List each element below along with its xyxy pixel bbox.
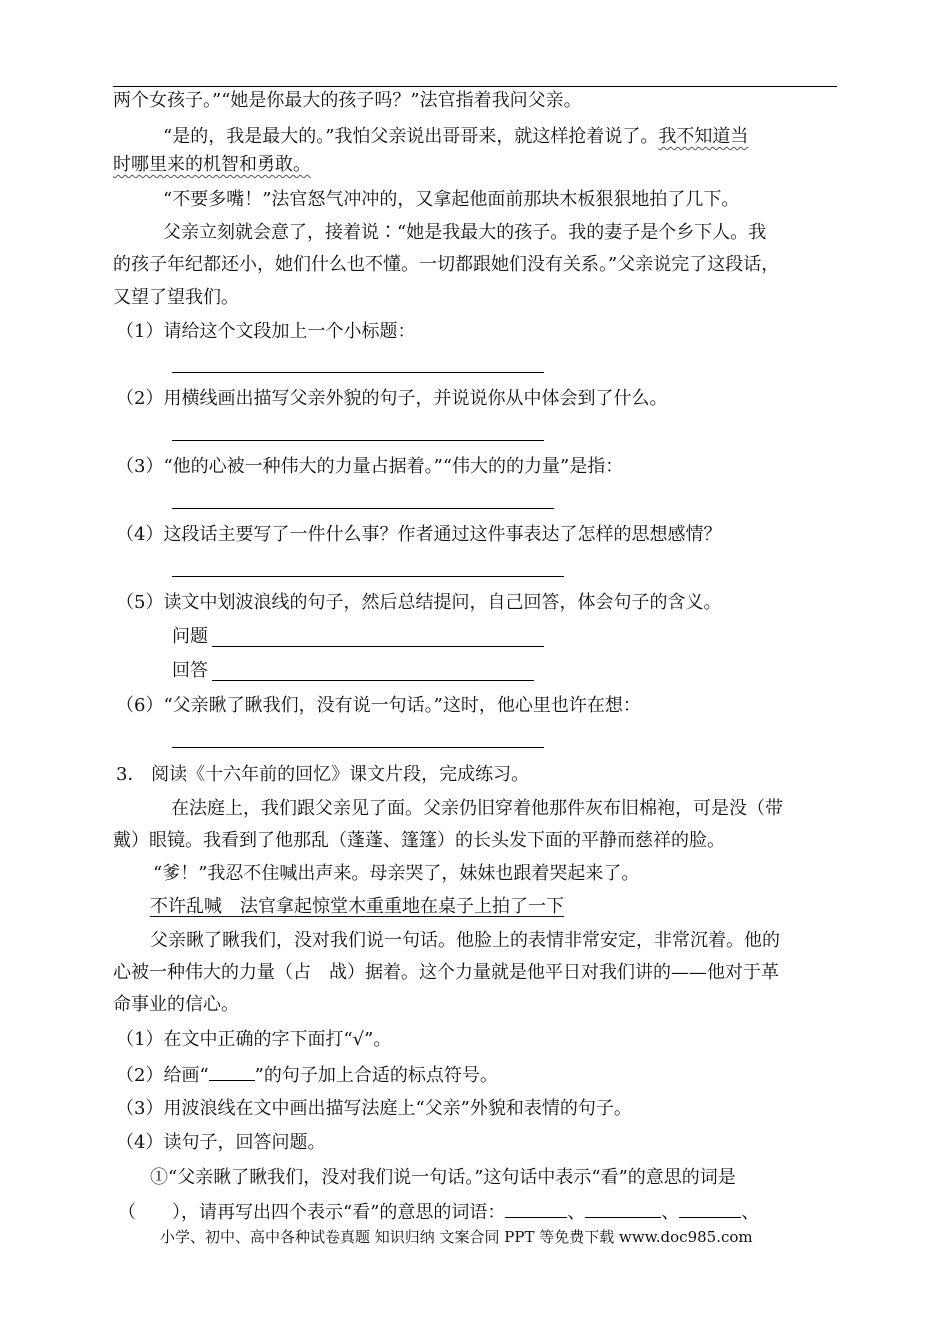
section-3-line-3: “爹！”我忍不住喊出声来。母亲哭了，妹妹也跟着哭起来了。 [153,863,640,884]
question-2: （2）用横线画出描写父亲外貌的句子，并说说你从中体会到了什么。 [116,388,668,409]
question-5-answer: 回答 [172,660,208,681]
section-3-title: 3． 阅读《十六年前的回忆》课文片段，完成练习。 [116,764,530,785]
answer-line-6[interactable] [172,747,544,748]
passage-line-5: 父亲立刻就会意了，接着说∶“她是我最大的孩子。我的妻子是个乡下人。我 [163,222,767,243]
page-footer: 小学、初中、高中各种试卷真题 知识归纳 文案合同 PPT 等免费下载 www.doc985.com [160,1228,753,1246]
section-3-line-5: 父亲瞅了瞅我们，没对我们说一句话。他脸上的表情非常安定，非常沉着。他的 [150,930,780,951]
passage-line-4: “不要多嘴！”法官怒气冲冲的，又拿起他面前那块木板狠狠地拍了几下。 [163,189,740,210]
section-3-line-4 [113,896,837,918]
ask-answer-line[interactable] [212,646,544,647]
section-3-question-2: （2）给画“ ”的句子加上合适的标点符号。 [116,1065,498,1086]
wavy-underlined-sentence: 我不知道当 [658,126,749,147]
answer-line-3[interactable] [172,508,554,509]
section-3-question-4-1: ①“父亲瞅了瞅我们，没对我们说一句话。”这句话中表示“看”的意思的词是 [150,1167,736,1188]
section-3-line-7: 命事业的信心。 [113,994,239,1015]
question-4: （4）这段话主要写了一件什么事？作者通过这件事表达了怎样的思想感情？ [116,524,722,545]
blank-word-2[interactable] [585,1201,661,1218]
passage-line-2: “是的，我是最大的。”我怕父亲说出哥哥来，就这样抢着说了。我不知道当 [163,126,749,147]
section-3-line-2: 戴）眼镜。我看到了他那乱（蓬蓬、篷篷）的长头发下面的平静而慈祥的脸。 [113,830,725,851]
answer-line-2[interactable] [172,440,544,441]
question-1: （1）请给这个文段加上一个小标题： [116,321,416,342]
section-3-question-3: （3）用波浪线在文中画出描写法庭上“父亲”外貌和表情的句子。 [116,1098,632,1119]
underlined-sentence: 不许乱喊 法官拿起惊堂木重重地在桌子上拍了一下 [150,896,564,917]
question-6: （6）“父亲瞅了瞅我们，没有说一句话。”这时，他心里也许在想： [116,695,641,716]
passage-line-1: 两个女孩子。”“她是你最大的孩子吗？”法官指着我问父亲。 [113,90,582,111]
section-3-question-4-1-cont: （ ），请再写出四个表示“看”的意思的词语： 、 、 、 [118,1202,760,1223]
section-3-question-1: （1）在文中正确的字下面打“√”。 [116,1029,392,1050]
question-3: （3）“他的心被一种伟大的力量占据着。”“伟大的的力量”是指： [116,456,624,477]
question-5-ask: 问题 [172,626,208,647]
question-5: （5）读文中划波浪线的句子，然后总结提问，自己回答，体会句子的含义。 [116,592,722,613]
answer-line-1[interactable] [172,372,544,373]
wavy-underlined-sentence-cont: 时哪里来的机智和勇敢。 [113,154,311,175]
section-3-line-1: 在法庭上，我们跟父亲见了面。父亲仍旧穿着他那件灰布旧棉袍，可是没（带 [171,798,783,819]
blank-word-1[interactable] [505,1201,567,1218]
passage-line-6: 的孩子年纪都还小，她们什么也不懂。一切都跟她们没有关系。”父亲说完了这段话， [113,254,780,275]
passage-line-3 [113,154,837,176]
section-3-line-6: 心被一种伟大的力量（占 战）据着。这个力量就是他平日对我们讲的——他对于革 [113,962,779,983]
header-rule [113,86,837,87]
passage-line-7: 又望了望我们。 [113,287,239,308]
answer-line-4[interactable] [172,576,564,577]
answer-answer-line[interactable] [212,680,534,681]
section-3-question-4: （4）读句子，回答问题。 [116,1132,326,1153]
underline-sample [209,1064,255,1081]
blank-word-3[interactable] [679,1201,741,1218]
